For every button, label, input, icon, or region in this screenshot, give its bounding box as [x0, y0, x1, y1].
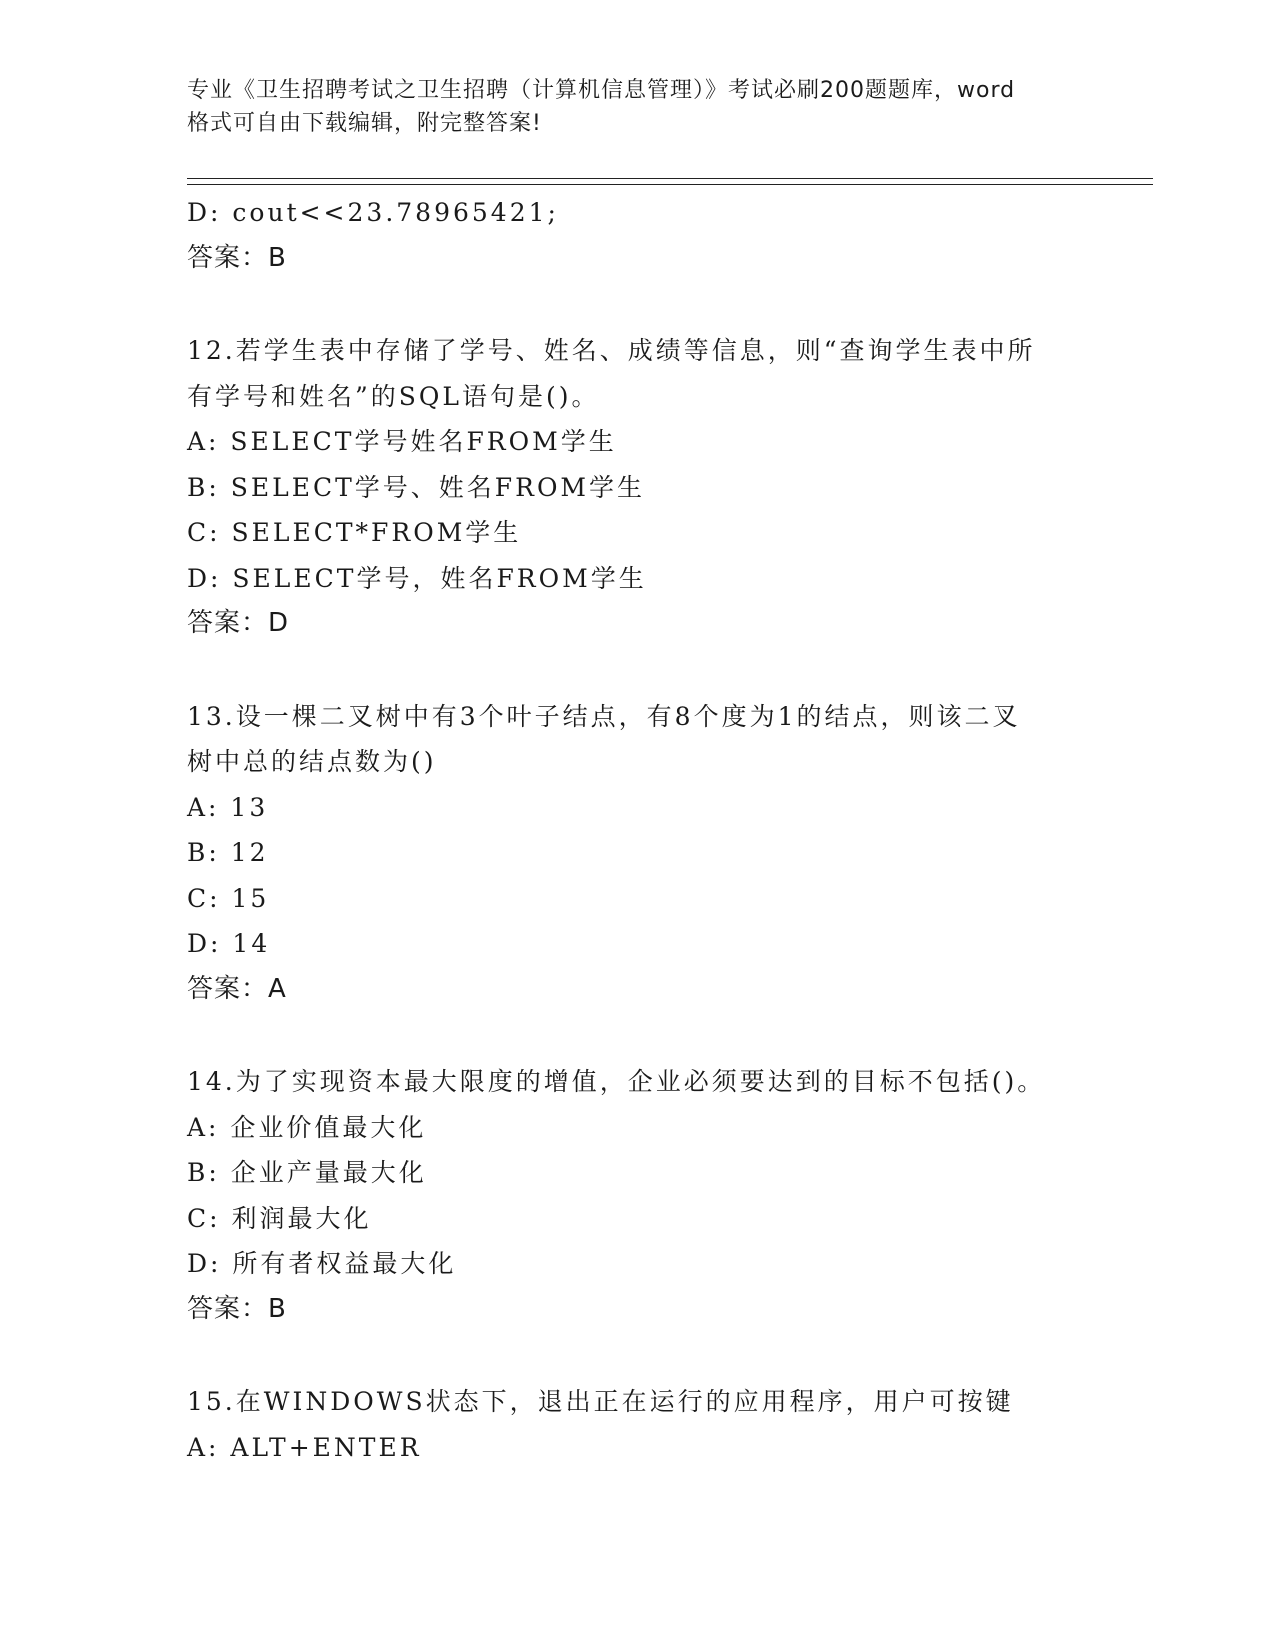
option-c: C: 利润最大化: [187, 1203, 372, 1233]
option-a: A: 企业价值最大化: [187, 1112, 427, 1142]
option-d: D: 14: [187, 929, 271, 958]
question-stem-line: 13.设一棵二叉树中有3个叶子结点，有8个度为1的结点，则该二叉: [187, 701, 1021, 731]
question-stem-line: 有学号和姓名”的SQL语句是()。: [187, 381, 600, 411]
option-d: D: cout<<23.78965421;: [187, 198, 559, 227]
question-stem-line: 14.为了实现资本最大限度的增值，企业必须要达到的目标不包括()。: [187, 1067, 1046, 1096]
option-a: A: SELECT学号姓名FROM学生: [187, 427, 617, 456]
option-d: D: 所有者权益最大化: [187, 1249, 457, 1278]
document-body: [187, 190, 1153, 1470]
spacer: [187, 1332, 1153, 1379]
question-stem-line: 12.若学生表中存储了学号、姓名、成绩等信息，则“查询学生表中所: [187, 336, 1036, 365]
option-a: A: ALT+ENTER: [187, 1432, 422, 1462]
option-b: B: SELECT学号、姓名FROM学生: [187, 472, 646, 502]
question-12: [187, 328, 1153, 647]
question-14: [187, 1059, 1153, 1332]
question-15: [187, 1379, 1153, 1470]
spacer: [187, 1012, 1153, 1059]
option-d: D: SELECT学号，姓名FROM学生: [187, 563, 647, 593]
answer-line: 答案：B: [187, 1293, 287, 1324]
header-divider-top: [187, 178, 1153, 179]
answer-line: 答案：D: [187, 608, 290, 638]
option-b: B: 企业产量最大化: [187, 1158, 427, 1187]
option-a: A: 13: [187, 792, 269, 822]
spacer: [187, 281, 1153, 328]
answer-line: 答案：B: [187, 242, 287, 273]
header-line-2: 格式可自由下载编辑，附完整答案!: [187, 111, 542, 136]
header-line-1: 专业《卫生招聘考试之卫生招聘（计算机信息管理）》考试必刷200题题库，word: [187, 78, 1016, 103]
answer-line: 答案：A: [187, 973, 287, 1004]
document-header: [187, 74, 1087, 140]
header-divider-bottom: [187, 184, 1153, 185]
option-c: C: 15: [187, 883, 270, 913]
question-stem-line: 15.在WINDOWS状态下，退出正在运行的应用程序，用户可按键: [187, 1387, 1014, 1416]
option-b: B: 12: [187, 838, 269, 867]
question-stem-line: 树中总的结点数为(): [187, 747, 437, 776]
spacer: [187, 647, 1153, 694]
question-11-tail: [187, 190, 1153, 281]
option-c: C: SELECT*FROM学生: [187, 518, 522, 547]
question-13: [187, 694, 1153, 1013]
